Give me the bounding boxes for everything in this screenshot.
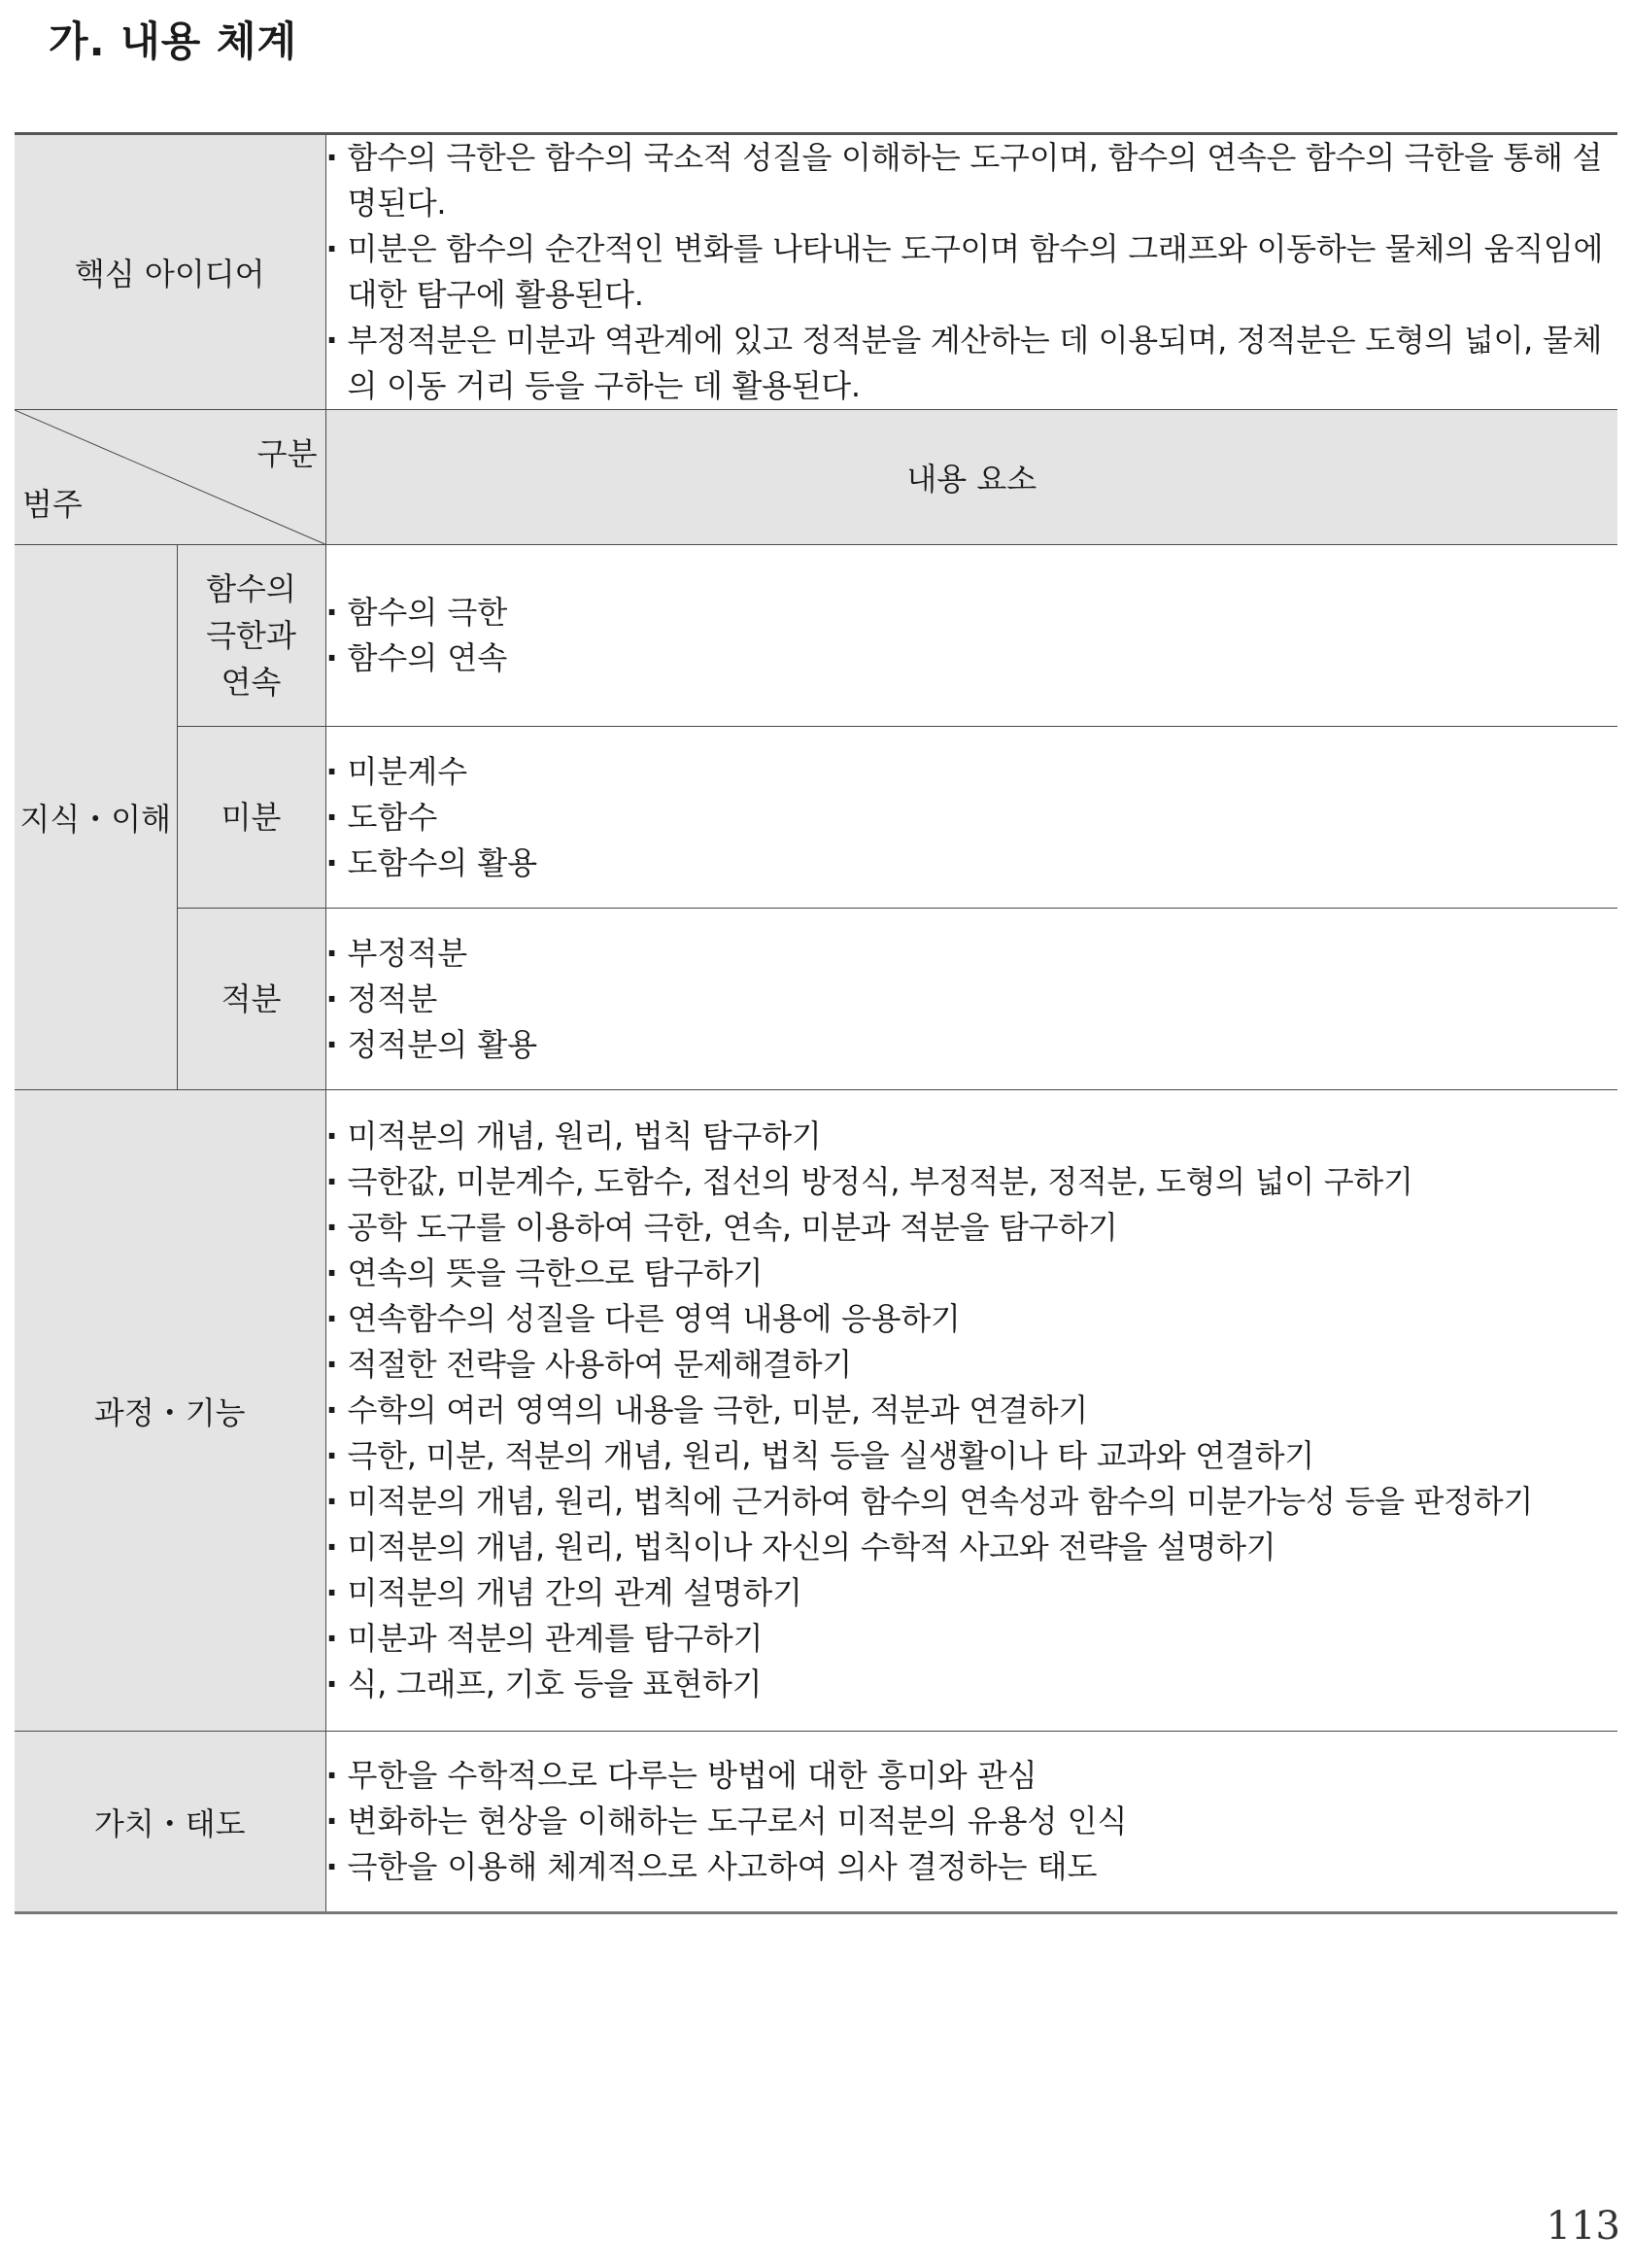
knowledge-category-label: 지식・이해 [15, 545, 177, 1090]
list-item: · 미분과 적분의 관계를 탐구하기 [326, 1616, 1618, 1662]
knowledge-differentiation-row [15, 727, 1617, 909]
knowledge-limits-row [15, 545, 1617, 727]
subgroup-label-integration: 적분 [177, 909, 325, 1090]
core-idea-item: · 부정적분은 미분과 역관계에 있고 정적분을 계산하는 데 이용되며, 정적분은 도형의 넓이, 물체의 이동 거리 등을 구하는 데 활용된다. [326, 318, 1618, 409]
list-item: · 적절한 전략을 사용하여 문제해결하기 [326, 1342, 1618, 1388]
core-idea-item: · 함수의 극한은 함수의 국소적 성질을 이해하는 도구이며, 함수의 연속은 함수의 극한을 통해 설명된다. [326, 135, 1618, 226]
values-category-label: 가치・태도 [15, 1732, 325, 1913]
process-row [15, 1090, 1617, 1732]
division-label: 구분 [256, 435, 318, 472]
list-item: · 연속의 뜻을 극한으로 탐구하기 [326, 1251, 1618, 1296]
core-ideas-row [15, 134, 1617, 410]
list-item: · 부정적분 [326, 931, 1618, 977]
list-item: · 미적분의 개념 간의 관계 설명하기 [326, 1570, 1618, 1616]
list-item: · 정적분 [326, 977, 1618, 1022]
content-elements-header: 내용 요소 [325, 410, 1617, 545]
core-ideas-content [325, 134, 1617, 410]
knowledge-integration-row [15, 909, 1617, 1090]
values-row [15, 1732, 1617, 1913]
differentiation-content [325, 727, 1617, 909]
process-content [325, 1090, 1617, 1732]
list-item: · 무한을 수학적으로 다루는 방법에 대한 흥미와 관심 [326, 1753, 1618, 1799]
core-ideas-label: 핵심 아이디어 [15, 134, 325, 410]
page-number: 113 [1546, 2204, 1620, 2249]
list-item: · 극한값, 미분계수, 도함수, 접선의 방정식, 부정적분, 정적분, 도형의 넓이 구하기 [326, 1159, 1618, 1205]
list-item: · 미적분의 개념, 원리, 법칙이나 자신의 수학적 사고와 전략을 설명하기 [326, 1525, 1618, 1570]
list-item: · 공학 도구를 이용하여 극한, 연속, 미분과 적분을 탐구하기 [326, 1205, 1618, 1251]
list-item: · 수학의 여러 영역의 내용을 극한, 미분, 적분과 연결하기 [326, 1388, 1618, 1433]
core-idea-item: · 미분은 함수의 순간적인 변화를 나타내는 도구이며 함수의 그래프와 이동하는 물체의 움직임에 대한 탐구에 활용된다. [326, 226, 1618, 318]
list-item: · 도함수의 활용 [326, 841, 1618, 886]
list-item: · 정적분의 활용 [326, 1022, 1618, 1068]
subgroup-label-differentiation: 미분 [177, 727, 325, 909]
list-item: · 변화하는 현상을 이해하는 도구로서 미적분의 유용성 인식 [326, 1799, 1618, 1844]
integration-content [325, 909, 1617, 1090]
process-category-label: 과정・기능 [15, 1090, 325, 1732]
list-item: · 함수의 극한 [326, 590, 1618, 636]
limits-content [325, 545, 1617, 727]
category-label: 범주 [22, 486, 83, 523]
list-item: · 미적분의 개념, 원리, 법칙에 근거하여 함수의 연속성과 함수의 미분가능성 등을 판정하기 [326, 1479, 1618, 1525]
list-item: · 식, 그래프, 기호 등을 표현하기 [326, 1662, 1618, 1707]
list-item: · 극한, 미분, 적분의 개념, 원리, 법칙 등을 실생활이나 타 교과와 연결하기 [326, 1433, 1618, 1479]
list-item: · 연속함수의 성질을 다른 영역 내용에 응용하기 [326, 1296, 1618, 1342]
list-item: · 도함수 [326, 795, 1618, 841]
list-item: · 미분계수 [326, 749, 1618, 795]
section-title: 가. 내용 체계 [49, 17, 298, 65]
list-item: · 함수의 연속 [326, 636, 1618, 681]
list-item: · 극한을 이용해 체계적으로 사고하여 의사 결정하는 태도 [326, 1844, 1618, 1890]
list-item: · 미적분의 개념, 원리, 법칙 탐구하기 [326, 1114, 1618, 1159]
subgroup-label-limits [177, 545, 325, 727]
diagonal-header-cell [15, 410, 325, 545]
subgroup-label-limits-text: 함수의 극한과 연속 [206, 570, 296, 701]
values-content [325, 1732, 1617, 1913]
table-header-row [15, 410, 1617, 545]
content-system-table [15, 132, 1617, 1914]
